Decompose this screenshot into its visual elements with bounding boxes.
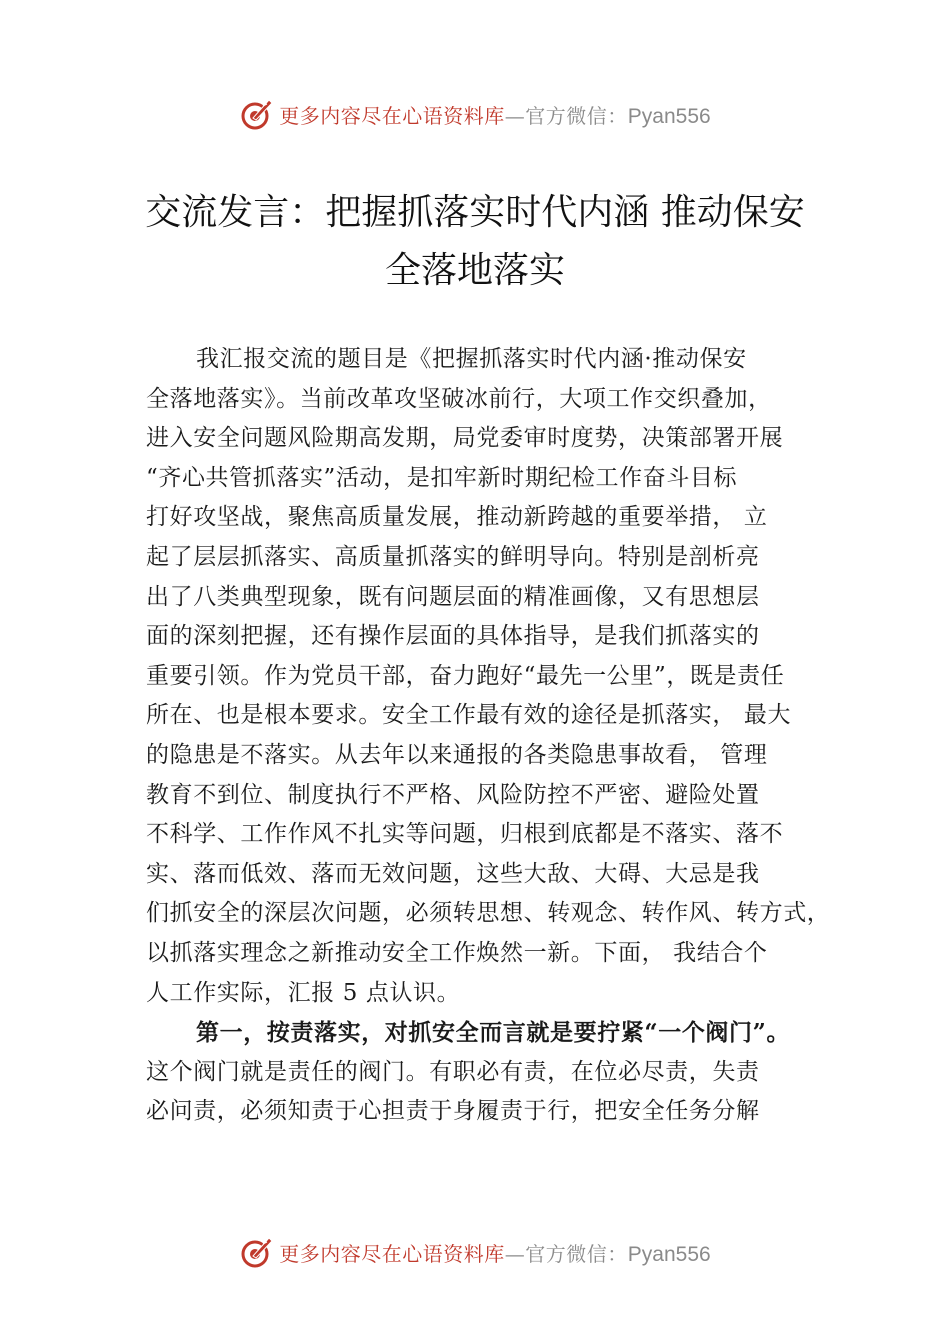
body-line: 进入安全问题风险期高发期，局党委审时度势，决策部署开展 <box>146 425 784 452</box>
section-heading: 第一，按责落实，对抓安全而言就是要拧紧“一个阀门”。 <box>196 1019 791 1047</box>
body-line: 起了层层抓落实、高质量抓落实的鲜明导向。特别是剖析亮 <box>146 543 760 570</box>
body-line: 面的深刻把握，还有操作层面的具体指导，是我们抓落实的 <box>146 623 760 650</box>
title-line: 交流发言：把握抓落实时代内涵 推动保安 <box>145 192 805 233</box>
body-line: 以抓落实理念之新推动安全工作焕然一新。下面， 我结合个 <box>146 939 768 966</box>
feather-pen-circle-icon <box>239 96 275 132</box>
body-line: 打好攻坚战，聚焦高质量发展，推动新跨越的重要举措， 立 <box>146 504 768 531</box>
body-line: 教育不到位、制度执行不严格、风险防控不严密、避险处置 <box>146 781 760 808</box>
banner-dash: — <box>504 1241 526 1266</box>
body-line: 我汇报交流的题目是《把握抓落实时代内涵·推动保安 <box>196 346 747 372</box>
document-title <box>120 184 830 300</box>
body-line: 必问责，必须知责于心担责于身履责于行，把安全任务分解 <box>146 1098 760 1125</box>
feather-pen-circle-icon <box>239 1234 275 1270</box>
body-line: “齐心共管抓落实”活动，是扣牢新时期纪检工作奋斗目标 <box>146 464 738 491</box>
footer-banner <box>0 1232 950 1272</box>
body-line: 全落地落实》。当前改革攻坚破冰前行，大项工作交织叠加， <box>146 385 772 412</box>
body-line: 重要引领。作为党员干部，奋力跑好“最先一公里”，既是责任 <box>146 662 785 689</box>
body-line: 们抓安全的深层次问题，必须转思想、转观念、转作风、转方式， <box>146 900 831 927</box>
body-line: 不科学、工作作风不扎实等问题，归根到底都是不落实、落不 <box>146 821 784 848</box>
title-line: 全落地落实 <box>384 250 565 291</box>
body-line: 的隐患是不落实。从去年以来通报的各类隐患事故看， 管理 <box>146 741 768 768</box>
body-line: 出了八类典型现象，既有问题层面的精准画像，又有思想层 <box>146 583 760 610</box>
body-line: 实、落而低效、落而无效问题，这些大敌、大碍、大忌是我 <box>146 860 760 887</box>
wechat-id: Pyan556 <box>627 1242 711 1266</box>
banner-dash: — <box>504 103 526 128</box>
body-line: 人工作实际，汇报 5 点认识。 <box>146 979 461 1006</box>
document-body <box>146 340 831 1132</box>
body-line: 所在、也是根本要求。安全工作最有效的途径是抓落实， 最大 <box>146 702 792 729</box>
banner-text <box>279 1238 710 1267</box>
brand-text: 更多内容尽在心语资料库 <box>279 1241 505 1266</box>
banner-text <box>279 100 710 129</box>
wechat-label: 官方微信： <box>525 103 628 128</box>
wechat-label: 官方微信： <box>525 1241 628 1266</box>
header-banner <box>0 94 950 134</box>
body-line: 这个阀门就是责任的阀门。有职必有责，在位必尽责，失责 <box>146 1058 760 1085</box>
brand-text: 更多内容尽在心语资料库 <box>279 103 505 128</box>
wechat-id: Pyan556 <box>627 104 711 128</box>
